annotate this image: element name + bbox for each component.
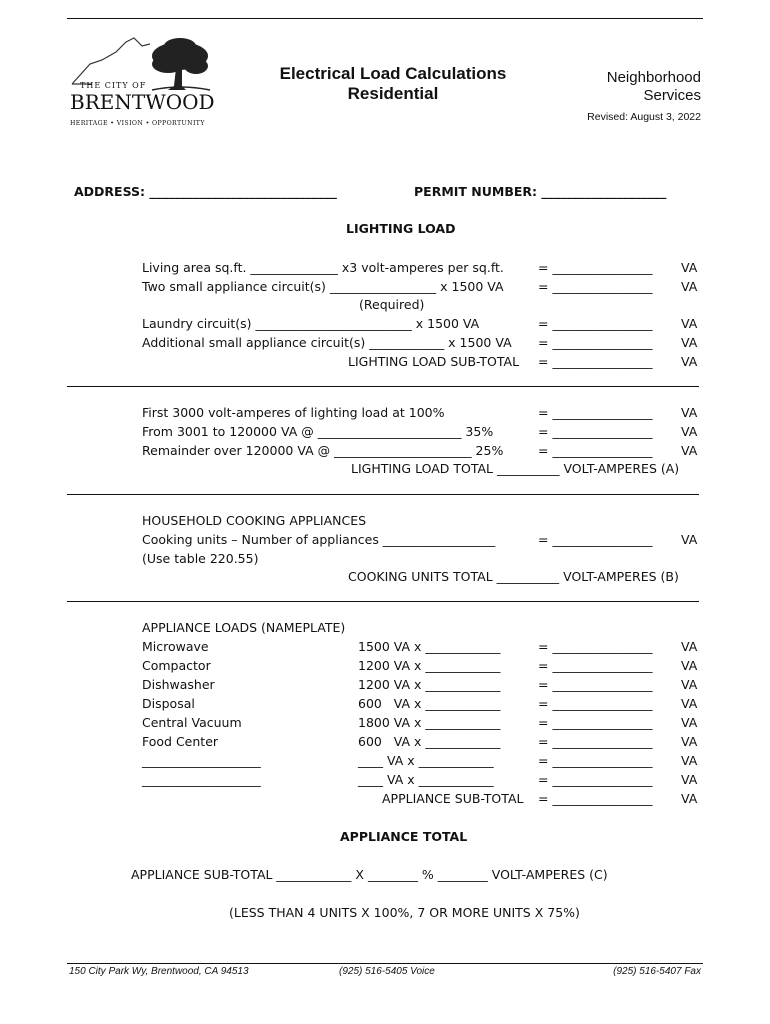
- appliance-total-line[interactable]: APPLIANCE SUB-TOTAL ____________ X ________ % ________ VOLT-AMPERES (C): [131, 867, 608, 882]
- lighting-load-heading: LIGHTING LOAD: [346, 221, 456, 236]
- unit-label: VA: [681, 335, 698, 350]
- appliance-name: Dishwasher: [142, 677, 215, 692]
- appliance-name: Microwave: [142, 639, 209, 654]
- unit-label: VA: [681, 260, 698, 275]
- unit-label: VA: [681, 753, 698, 768]
- logo-tagline: HERITAGE • VISION • OPPORTUNITY: [70, 120, 205, 127]
- unit-label: VA: [681, 715, 698, 730]
- footer-rule: [67, 963, 703, 964]
- living-area-row[interactable]: Living area sq.ft. ______________ x3 volt-amperes per sq.ft.: [142, 260, 504, 275]
- cooking-heading: HOUSEHOLD COOKING APPLIANCES: [142, 513, 367, 528]
- appliance-name: Central Vacuum: [142, 715, 242, 730]
- appliance-result[interactable]: = ________________: [538, 677, 653, 692]
- appliance-result[interactable]: = ________________: [538, 734, 653, 749]
- appliance-rate[interactable]: 1200 VA x ____________: [358, 658, 501, 673]
- appliance-result[interactable]: = ________________: [538, 696, 653, 711]
- small-appliance-row[interactable]: Two small appliance circuit(s) _________________ x 1500 VA: [142, 279, 504, 294]
- appliance-loads-heading: APPLIANCE LOADS (NAMEPLATE): [142, 620, 346, 635]
- unit-label: VA: [681, 677, 698, 692]
- from-3001-result[interactable]: = ________________: [538, 424, 653, 439]
- unit-label: VA: [681, 405, 698, 420]
- header-top-rule: [67, 18, 703, 19]
- department-line1: Neighborhood: [606, 69, 701, 86]
- unit-label: VA: [681, 279, 698, 294]
- form-title-line1: Electrical Load Calculations: [279, 64, 507, 83]
- lighting-load-total[interactable]: LIGHTING LOAD TOTAL __________ VOLT-AMPERES (A): [351, 461, 680, 476]
- appliance-subtotal-result[interactable]: = ________________: [538, 791, 653, 806]
- address-field[interactable]: ADDRESS: ______________________________: [74, 184, 337, 199]
- appliance-result[interactable]: = ________________: [538, 639, 653, 654]
- laundry-circuit-row[interactable]: Laundry circuit(s) _________________________ x 1500 VA: [142, 316, 480, 331]
- unit-label: VA: [681, 658, 698, 673]
- required-note: (Required): [359, 297, 425, 312]
- appliance-name: Food Center: [142, 734, 219, 749]
- lighting-subtotal-label: LIGHTING LOAD SUB-TOTAL: [348, 354, 520, 369]
- appliance-rate[interactable]: 600 VA x ____________: [358, 696, 501, 711]
- footer-fax: (925) 516-5407 Fax: [613, 966, 701, 977]
- appliance-name: Disposal: [142, 696, 195, 711]
- appliance-rate[interactable]: 1800 VA x ____________: [358, 715, 501, 730]
- unit-label: VA: [681, 791, 698, 806]
- form-title-line2: Residential: [347, 84, 439, 103]
- section-divider: [67, 601, 699, 602]
- appliance-rate[interactable]: 1500 VA x ____________: [358, 639, 501, 654]
- cooking-table-note: (Use table 220.55): [142, 551, 259, 566]
- appliance-total-heading: APPLIANCE TOTAL: [340, 829, 468, 844]
- cooking-units-row[interactable]: Cooking units – Number of appliances __________________: [142, 532, 496, 547]
- logo-city-of: THE CITY OF: [80, 81, 147, 90]
- first-3000-result[interactable]: = ________________: [538, 405, 653, 420]
- revised-date: Revised: August 3, 2022: [587, 111, 701, 123]
- unit-label: VA: [681, 354, 698, 369]
- appliance-name-blank[interactable]: ___________________: [142, 772, 261, 787]
- additional-circuit-result[interactable]: = ________________: [538, 335, 653, 350]
- lighting-subtotal-result[interactable]: = ________________: [538, 354, 653, 369]
- unit-label: VA: [681, 772, 698, 787]
- appliance-name: Compactor: [142, 658, 211, 673]
- permit-number-field[interactable]: PERMIT NUMBER: ____________________: [414, 184, 667, 199]
- appliance-result[interactable]: = ________________: [538, 715, 653, 730]
- first-3000-row: First 3000 volt-amperes of lighting load at 100%: [142, 405, 445, 420]
- appliance-rate[interactable]: 600 VA x ____________: [358, 734, 501, 749]
- department-line2: Services: [643, 87, 701, 104]
- remainder-row[interactable]: Remainder over 120000 VA @ ______________________ 25%: [142, 443, 504, 458]
- appliance-rate[interactable]: 1200 VA x ____________: [358, 677, 501, 692]
- laundry-circuit-result[interactable]: = ________________: [538, 316, 653, 331]
- appliance-name-blank[interactable]: ___________________: [142, 753, 261, 768]
- appliance-rate[interactable]: ____ VA x ____________: [358, 753, 494, 768]
- footer-voice-phone: (925) 516-5405 Voice: [339, 966, 435, 977]
- unit-label: VA: [681, 424, 698, 439]
- appliance-result[interactable]: = ________________: [538, 772, 653, 787]
- appliance-result[interactable]: = ________________: [538, 753, 653, 768]
- section-divider: [67, 494, 699, 495]
- appliance-result[interactable]: = ________________: [538, 658, 653, 673]
- unit-label: VA: [681, 639, 698, 654]
- unit-label: VA: [681, 696, 698, 711]
- appliance-total-note: (LESS THAN 4 UNITS X 100%, 7 OR MORE UNITS X 75%): [229, 905, 580, 920]
- unit-label: VA: [681, 734, 698, 749]
- remainder-result[interactable]: = ________________: [538, 443, 653, 458]
- living-area-result[interactable]: = ________________: [538, 260, 653, 275]
- cooking-units-total[interactable]: COOKING UNITS TOTAL __________ VOLT-AMPERES (B): [348, 569, 679, 584]
- brentwood-logo: [68, 34, 213, 132]
- appliance-subtotal-label: APPLIANCE SUB-TOTAL: [382, 791, 524, 806]
- additional-circuit-row[interactable]: Additional small appliance circuit(s) ____________ x 1500 VA: [142, 335, 512, 350]
- section-divider: [67, 386, 699, 387]
- unit-label: VA: [681, 316, 698, 331]
- logo-city-name: BRENTWOOD: [70, 90, 215, 114]
- small-appliance-result[interactable]: = ________________: [538, 279, 653, 294]
- unit-label: VA: [681, 443, 698, 458]
- from-3001-row[interactable]: From 3001 to 120000 VA @ _______________________ 35%: [142, 424, 494, 439]
- footer-address: 150 City Park Wy, Brentwood, CA 94513: [69, 966, 249, 977]
- cooking-units-result[interactable]: = ________________: [538, 532, 653, 547]
- appliance-rate[interactable]: ____ VA x ____________: [358, 772, 494, 787]
- unit-label: VA: [681, 532, 698, 547]
